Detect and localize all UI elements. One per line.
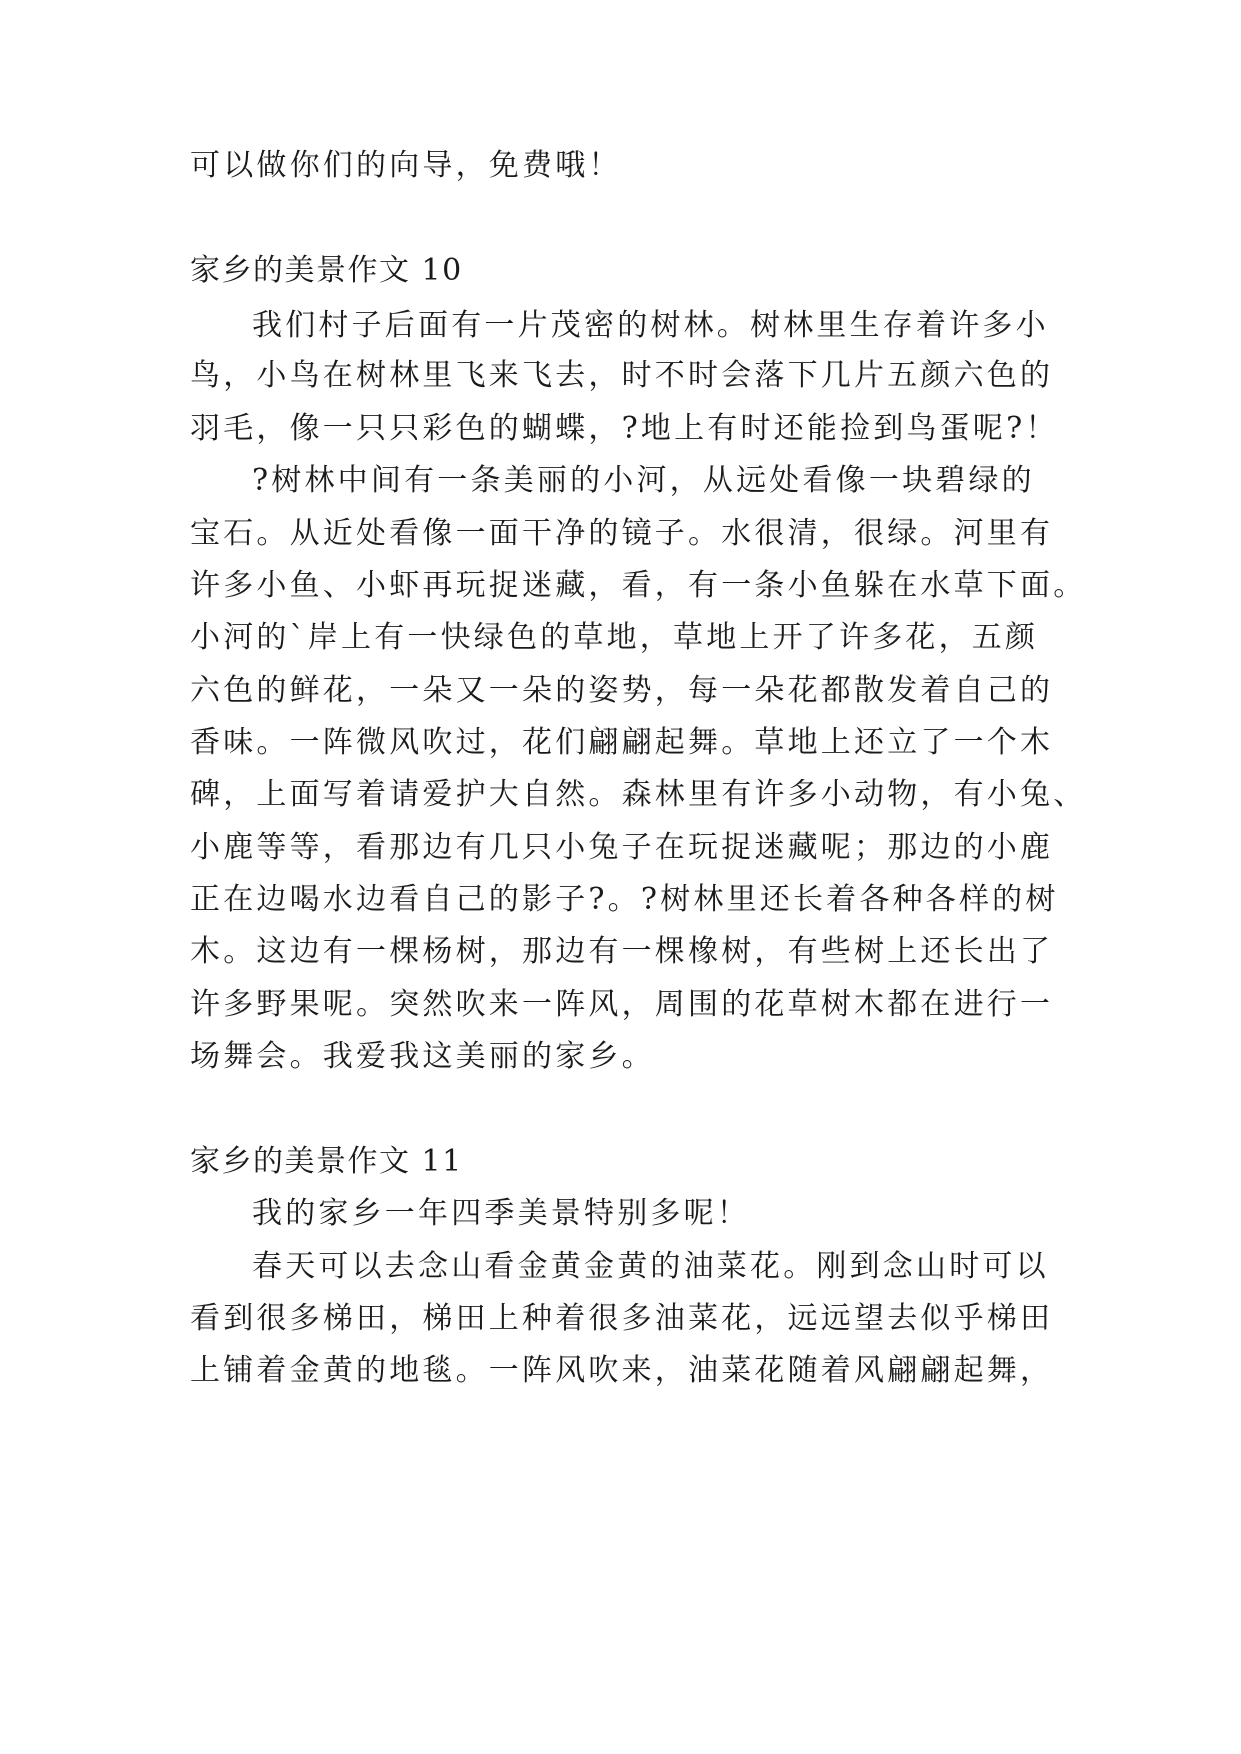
paragraph-line: 看到很多梯田，梯田上种着很多油菜花，远远望去似乎梯田 xyxy=(190,1301,1054,1336)
paragraph-line: 宝石。从近处看像一面干净的镜子。水很清，很绿。河里有 xyxy=(190,516,1054,551)
paragraph-line: 春天可以去念山看金黄金黄的油菜花。刚到念山时可以 xyxy=(252,1249,1049,1284)
paragraph-line: 我的家乡一年四季美景特别多呢！ xyxy=(252,1196,750,1231)
paragraph-line: 小河的`岸上有一快绿色的草地，草地上开了许多花，五颜 xyxy=(190,620,1039,655)
section-title: 家乡的美景作文 10 xyxy=(190,253,463,288)
paragraph-line: 香味。一阵微风吹过，花们翩翩起舞。草地上还立了一个木 xyxy=(190,725,1054,760)
paragraph-line: 鸟，小鸟在树林里飞来飞去，时不时会落下几片五颜六色的 xyxy=(190,358,1054,393)
section-title: 家乡的美景作文 11 xyxy=(190,1144,463,1179)
paragraph-line: 六色的鲜花，一朵又一朵的姿势，每一朵花都散发着自己的 xyxy=(190,673,1054,708)
paragraph-line: 许多小鱼、小虾再玩捉迷藏，看，有一条小鱼躲在水草下面。 xyxy=(190,568,1087,603)
paragraph-line: 许多野果呢。突然吹来一阵风，周围的花草树木都在进行一 xyxy=(190,987,1054,1022)
paragraph-line: 可以做你们的向导，免费哦！ xyxy=(190,148,622,183)
paragraph-line: 我们村子后面有一片茂密的树林。树林里生存着许多小 xyxy=(252,308,1049,343)
paragraph-line: 小鹿等等，看那边有几只小兔子在玩捉迷藏呢；那边的小鹿 xyxy=(190,830,1054,865)
paragraph-line: ?树林中间有一条美丽的小河，从远处看像一块碧绿的 xyxy=(252,463,1035,498)
paragraph-line: 正在边喝水边看自己的影子?。?树林里还长着各种各样的树 xyxy=(190,882,1059,917)
paragraph-line: 场舞会。我爱我这美丽的家乡。 xyxy=(190,1039,655,1074)
paragraph-line: 羽毛，像一只只彩色的蝴蝶，?地上有时还能捡到鸟蛋呢?！ xyxy=(190,411,1059,446)
paragraph-line: 碑，上面写着请爱护大自然。森林里有许多小动物，有小兔、 xyxy=(190,777,1087,812)
paragraph-line: 木。这边有一棵杨树，那边有一棵橡树，有些树上还长出了 xyxy=(190,934,1054,969)
paragraph-line: 上铺着金黄的地毯。一阵风吹来，油菜花随着风翩翩起舞， xyxy=(190,1353,1054,1388)
